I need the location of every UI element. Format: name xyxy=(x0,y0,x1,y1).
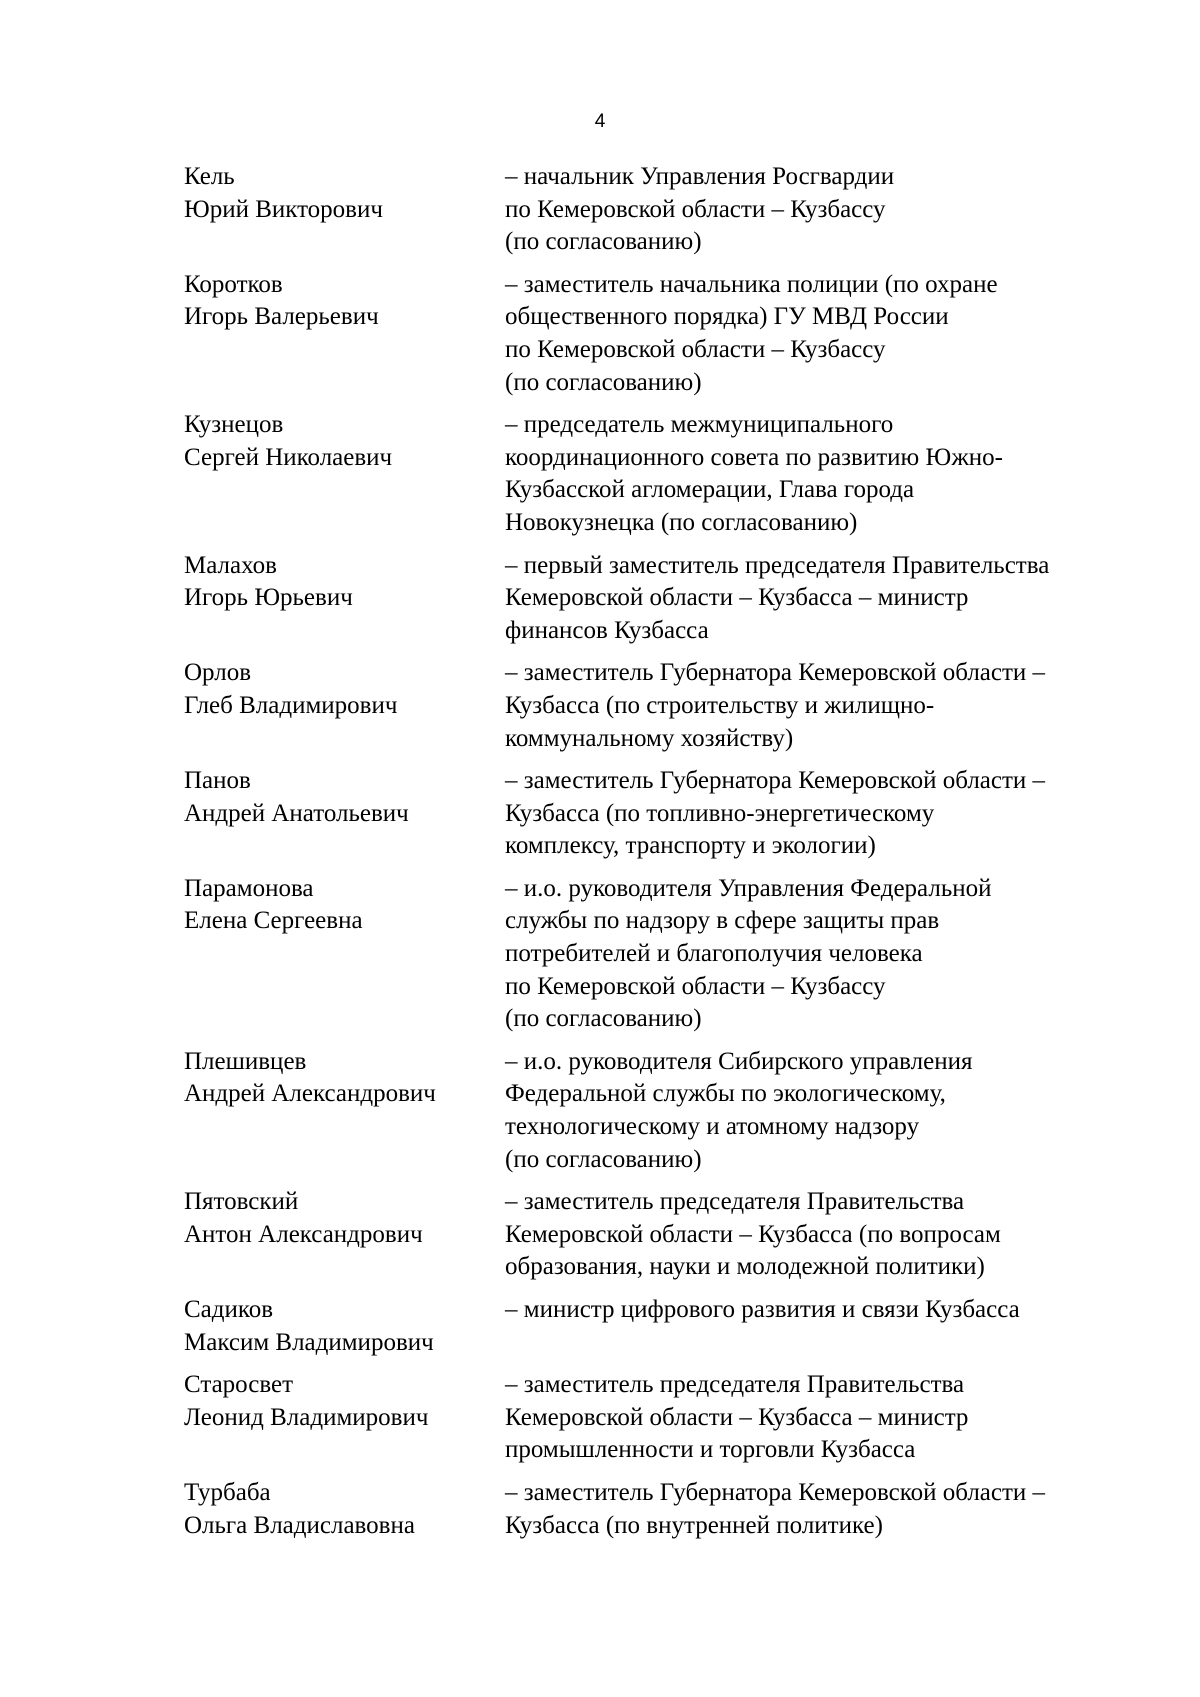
member-role xyxy=(505,873,1144,1036)
member-role-line: комплексу, транспорту и экологии) xyxy=(505,832,876,860)
member-row xyxy=(184,1369,1144,1467)
member-role-line: Кузбасской агломерации, Глава города xyxy=(505,476,915,504)
member-role xyxy=(505,765,1144,863)
member-role-line: – заместитель Губернатора Кемеровской области – xyxy=(505,1478,1046,1506)
member-surname: Кель xyxy=(184,163,235,190)
member-given-names: Андрей Анатольевич xyxy=(184,799,409,827)
member-role-line: Кузбасса (по внутренней политике) xyxy=(505,1511,883,1539)
member-row xyxy=(184,1046,1144,1176)
member-name xyxy=(184,1046,505,1111)
member-given-names: Юрий Викторович xyxy=(184,195,383,223)
member-role-line: – заместитель Губернатора Кемеровской области – xyxy=(505,659,1046,687)
member-role-line: (по согласованию) xyxy=(505,1145,702,1173)
member-given-names: Максим Владимирович xyxy=(184,1328,434,1356)
member-role xyxy=(505,1477,1144,1542)
member-role-line: Кузбасса (по строительству и жилищно- xyxy=(505,691,935,719)
member-role-line: Новокузнецка (по согласованию) xyxy=(505,508,858,536)
member-role-line: общественного порядка) ГУ МВД России xyxy=(505,303,949,331)
member-row xyxy=(184,765,1144,863)
member-given-names: Ольга Владиславовна xyxy=(184,1511,415,1539)
member-name xyxy=(184,161,505,226)
member-name xyxy=(184,765,505,830)
member-row xyxy=(184,1186,1144,1284)
member-surname: Малахов xyxy=(184,551,277,579)
member-given-names: Антон Александрович xyxy=(184,1220,423,1248)
member-role-line: службы по надзору в сфере защиты прав xyxy=(505,907,940,935)
member-name xyxy=(184,1369,505,1434)
page-number: 4 xyxy=(594,111,606,132)
member-role-line: координационного совета по развитию Южно- xyxy=(505,443,1003,471)
member-given-names: Игорь Юрьевич xyxy=(184,584,353,612)
member-name xyxy=(184,1294,505,1359)
member-role-line: технологическому и атомному надзору xyxy=(505,1113,920,1141)
member-role xyxy=(505,1369,1144,1467)
member-row xyxy=(184,550,1144,648)
member-role-line: Кемеровской области – Кузбасса – министр xyxy=(505,1403,969,1431)
member-role-line: Федеральной службы по экологическому, xyxy=(505,1080,946,1108)
member-surname: Орлов xyxy=(184,659,252,687)
member-row xyxy=(184,657,1144,755)
member-role-line: – и.о. руководителя Сибирского управления xyxy=(505,1047,973,1075)
member-surname: Панов xyxy=(184,767,251,795)
member-role-line: потребителей и благополучия человека xyxy=(505,940,923,968)
member-surname: Старосвет xyxy=(184,1371,294,1399)
member-row xyxy=(184,161,1144,259)
member-role-line: – заместитель Губернатора Кемеровской области – xyxy=(505,767,1046,795)
member-role-line: (по согласованию) xyxy=(505,368,702,396)
member-role-line: – председатель межмуниципального xyxy=(505,411,894,439)
member-role-line: коммунальному хозяйству) xyxy=(505,724,794,752)
member-role-line: (по согласованию) xyxy=(505,1005,702,1033)
member-row xyxy=(184,269,1144,399)
member-role-line: образования, науки и молодежной политики) xyxy=(505,1253,985,1281)
member-given-names: Сергей Николаевич xyxy=(184,443,393,471)
member-role xyxy=(505,1294,1144,1327)
member-role-line: Кемеровской области – Кузбасса (по вопросам xyxy=(505,1220,1001,1248)
member-given-names: Глеб Владимирович xyxy=(184,691,398,719)
member-role-line: Кемеровской области – Кузбасса – министр xyxy=(505,584,969,612)
member-role-line: – заместитель начальника полиции (по охране xyxy=(505,270,998,298)
member-name xyxy=(184,269,505,334)
member-role-line: Кузбасса (по топливно-энергетическому xyxy=(505,799,935,827)
member-name xyxy=(184,657,505,722)
member-role xyxy=(505,161,1144,259)
member-name xyxy=(184,873,505,938)
member-surname: Плешивцев xyxy=(184,1047,307,1075)
member-surname: Садиков xyxy=(184,1296,274,1323)
member-role xyxy=(505,1046,1144,1176)
member-row xyxy=(184,1294,1144,1359)
member-given-names: Игорь Валерьевич xyxy=(184,303,379,331)
member-row xyxy=(184,1477,1144,1542)
member-role-line: по Кемеровской области – Кузбассу xyxy=(505,195,886,223)
member-role-line: по Кемеровской области – Кузбассу xyxy=(505,335,886,363)
member-role-line: финансов Кузбасса xyxy=(505,616,709,644)
member-role xyxy=(505,1186,1144,1284)
member-role-line: – начальник Управления Росгвардии xyxy=(505,163,895,190)
member-role xyxy=(505,657,1144,755)
member-role-line: по Кемеровской области – Кузбассу xyxy=(505,972,886,1000)
member-role xyxy=(505,550,1144,648)
member-surname: Пятовский xyxy=(184,1188,299,1216)
member-row xyxy=(184,409,1144,539)
member-given-names: Леонид Владимирович xyxy=(184,1403,429,1431)
member-role xyxy=(505,409,1144,539)
member-role xyxy=(505,269,1144,399)
member-role-line: – первый заместитель председателя Правительства xyxy=(505,551,1050,579)
member-role-line: – министр цифрового развития и связи Кузбасса xyxy=(505,1296,1020,1323)
members-list xyxy=(184,161,1144,1552)
member-name xyxy=(184,409,505,474)
member-role-line: – заместитель председателя Правительства xyxy=(505,1371,965,1399)
member-role-line: – заместитель председателя Правительства xyxy=(505,1188,965,1216)
member-name xyxy=(184,1186,505,1251)
member-row xyxy=(184,873,1144,1036)
member-surname: Кузнецов xyxy=(184,411,284,439)
member-given-names: Елена Сергеевна xyxy=(184,907,363,935)
member-role-line: – и.о. руководителя Управления Федеральной xyxy=(505,874,992,902)
member-name xyxy=(184,1477,505,1542)
member-surname: Парамонова xyxy=(184,874,314,902)
member-surname: Турбаба xyxy=(184,1478,271,1506)
member-name xyxy=(184,550,505,615)
member-role-line: промышленности и торговли Кузбасса xyxy=(505,1436,916,1464)
member-surname: Коротков xyxy=(184,270,283,298)
member-role-line: (по согласованию) xyxy=(505,228,702,256)
member-given-names: Андрей Александрович xyxy=(184,1080,436,1108)
